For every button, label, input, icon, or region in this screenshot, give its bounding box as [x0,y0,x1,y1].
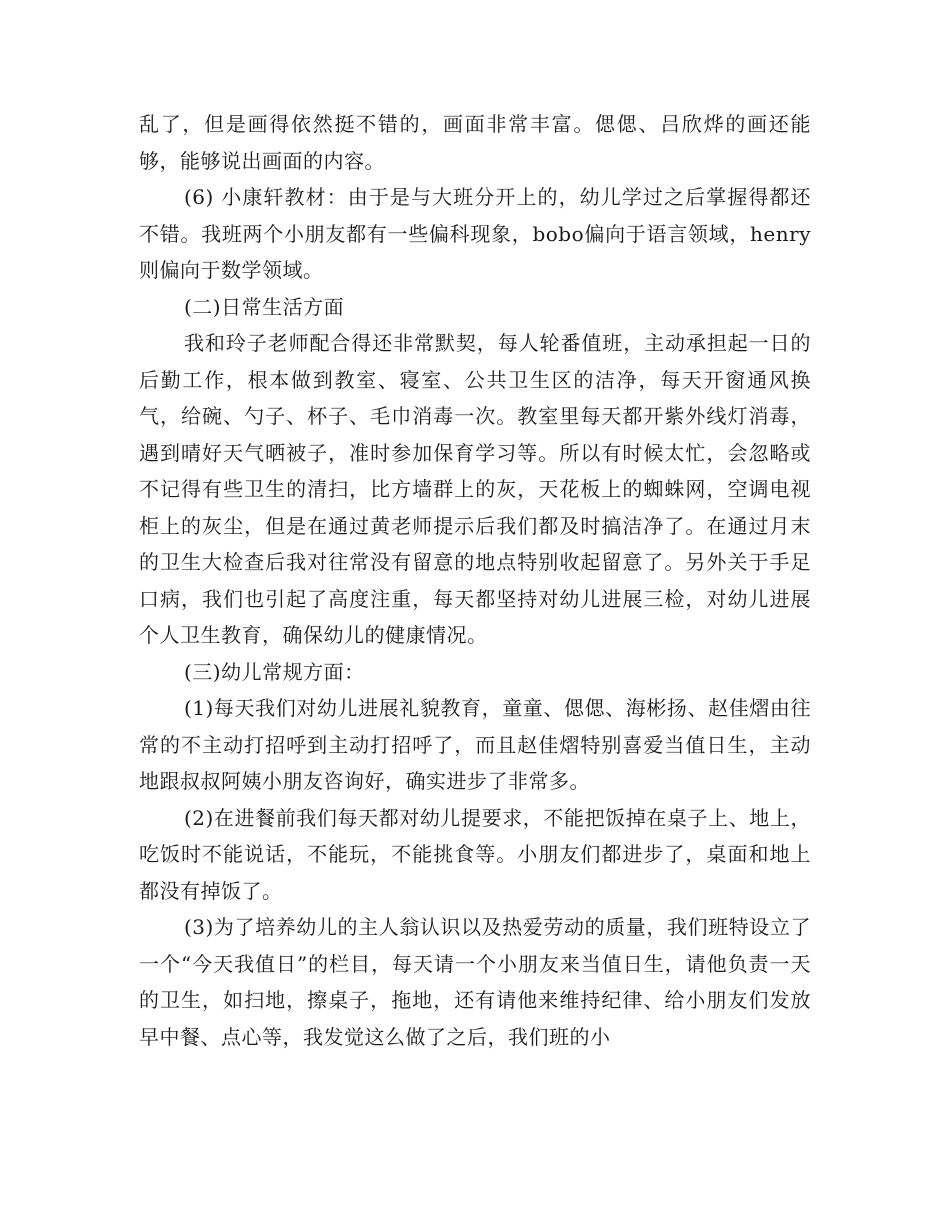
paragraph-1: 乱了，但是画得依然挺不错的，画面非常丰富。偲偲、吕欣烨的画还能够，能够说出画面的内容。 [139,112,811,173]
paragraph-5: (2)在进餐前我们每天都对幼儿提要求，不能把饭掉在桌子上、地上，吃饭时不能说话，不能玩，不能挑食等。小朋友们都进步了，桌面和地上都没有掉饭了。 [139,805,811,903]
document-body [139,106,811,1055]
section-heading-daily-life: (二)日常生活方面 [184,294,345,319]
paragraph-4: (1)每天我们对幼儿进展礼貌教育，童童、偲偲、海彬扬、赵佳熠由往常的不主动打招呼到主动打招呼了，而且赵佳熠特别喜爱当值日生，主动地跟叔叔阿姨小朋友咨询好，确实进步了非常多。 [139,696,811,793]
paragraph-2: (6) 小康轩教材：由于是与大班分开上的，幼儿学过之后掌握得都还不错。我班两个小朋友都有一些偏科现象，bobo偏向于语言领域，henry则偏向于数学领域。 [139,185,811,282]
section-heading-routine: (三)幼儿常规方面： [184,659,365,684]
paragraph-6: (3)为了培养幼儿的主人翁认识以及热爱劳动的质量，我们班特设立了一个“今天我值日”的栏目，每天请一个小朋友来当值日生，请他负责一天的卫生，如扫地，擦桌子，拖地，还有请他来维持纪律、给小朋友们发放早中餐、点心等，我发觉这么做了之后，我们班的小 [139,915,811,1049]
paragraph-3: 我和玲子老师配合得还非常默契，每人轮番值班，主动承担起一日的后勤工作，根本做到教室、寝室、公共卫生区的洁净，每天开窗通风换气，给碗、勺子、杯子、毛巾消毒一次。教室里每天都开紫外线灯消毒，遇到晴好天气晒被子，准时参加保育学习等。所以有时候太忙，会忽略或不记得有些卫生的清扫，比方墙群上的灰，天花板上的蜘蛛网，空调电视柜上的灰尘，但是在通过黄老师提示后我们都及时搞洁净了。在通过月末的卫生大检查后我对往常没有留意的地点特别收起留意了。另外关于手足口病，我们也引起了高度注重，每天都坚持对幼儿进展三检，对幼儿进展个人卫生教育，确保幼儿的健康情况。 [139,331,811,647]
